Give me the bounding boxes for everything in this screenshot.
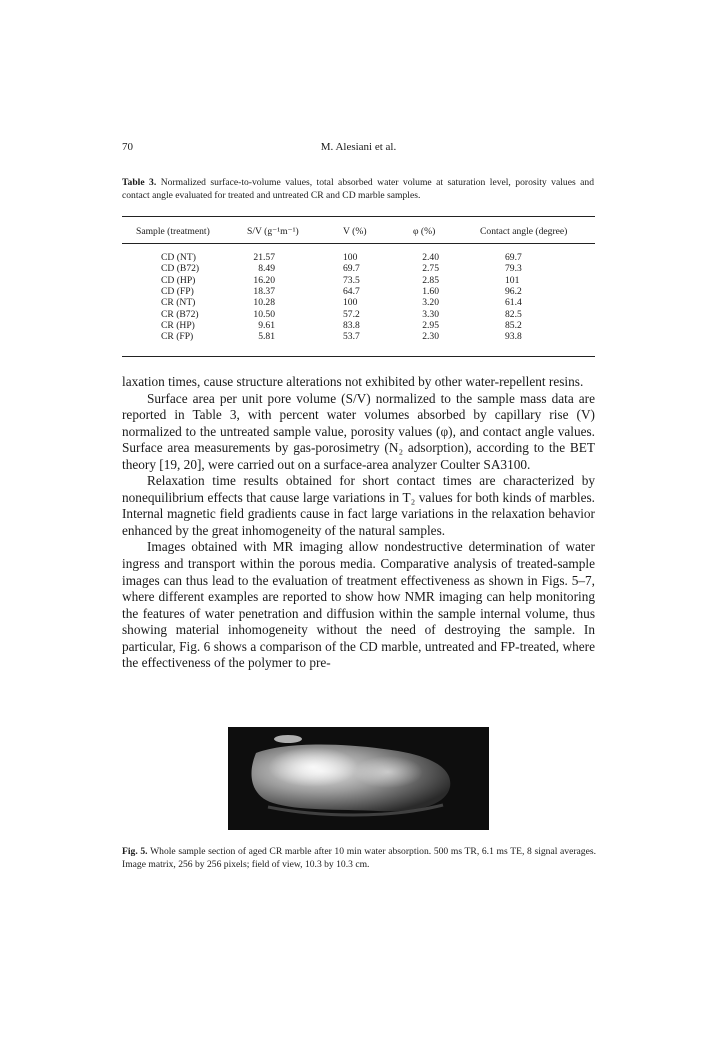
column-header-contact-angle: Contact angle (degree) [480,226,568,237]
table-cell: 83.8 [343,320,360,332]
table-caption [122,176,594,202]
table-header-rule [122,243,595,244]
table-cell: 2.85 [422,274,439,286]
paragraph: Surface area per unit pore volume (S/V) normalized to the sample mass data are reported in Table 3, with percent water volumes absorbed by capillary rise (V) normalized to the untreated sample value, porosity values (φ), and contact angle values. Surface area measurements by gas-porosimetry (N₂ adsorption), according to the BET theory [19, 20], were carried out on a surface-area analyzer Coulter SA3100. [122,390,595,472]
table-cell: CD (B72) [161,263,200,275]
table-cell: 5.81 [258,331,275,343]
table-cell: 93.8 [505,331,522,343]
table-cell: 69.7 [505,252,522,263]
table-cell: 79.3 [505,263,522,275]
figure-caption-text: Whole sample section of aged CR marble after 10 min water absorption. 500 ms TR, 6.1 ms TE, 8 signal averages. Image matrix, 256 by 256 pixels; field of view, 10.3 by 10.3 cm. [122,846,596,870]
table-cell: 96.2 [505,286,522,298]
table-row [0,309,717,320]
table-bottom-rule [122,356,595,357]
table-cell: CR (B72) [161,308,199,320]
paragraph: Relaxation time results obtained for short contact times are characterized by nonequilibrium effects that cause large variations in T₂ values for both kinds of marbles. Internal magnetic field gradients cause in fact large variations in the relaxation behavior enhanced by the great inhomogeneity of the natural samples. [122,473,595,538]
body-text [122,374,595,672]
table-cell: 57.2 [343,308,360,320]
table-row [0,252,717,263]
table-cell: 82.5 [505,308,522,320]
table-cell: CD (FP) [161,286,194,298]
table-label: Table 3. [122,177,157,188]
table-cell: 100 [343,297,358,309]
table-cell: 2.95 [422,320,439,332]
table-cell: 16.20 [253,274,275,286]
table-row [0,297,717,308]
table-cell: 69.7 [343,263,360,275]
table-cell: 101 [505,274,520,286]
table-cell: 1.60 [422,286,439,298]
table-cell: 3.20 [422,297,439,309]
table-cell: 18.37 [253,286,275,298]
page-number: 70 [122,141,133,153]
table-cell: 2.40 [422,252,439,263]
column-header-sv: S/V (g⁻¹m⁻¹) [247,226,299,237]
table-caption-text: Normalized surface-to-volume values, total absorbed water volume at saturation level, porosity values and contact angle evaluated for treated and untreated CR and CD marble samples. [122,177,594,201]
figure-label: Fig. 5. [122,846,148,857]
mri-image [228,727,489,830]
mri-image-graphic [228,727,489,830]
column-header-sample: Sample (treatment) [136,226,210,237]
table-row [0,263,717,274]
table-cell: 9.61 [258,320,275,332]
table-row [0,320,717,331]
table-cell: 85.2 [505,320,522,332]
table-cell: CR (NT) [161,297,196,309]
table-row [0,286,717,297]
table-cell: 64.7 [343,286,360,298]
table-cell: 53.7 [343,331,360,343]
table-cell: 8.49 [258,263,275,275]
table-top-rule [122,216,595,217]
table-cell: 3.30 [422,308,439,320]
table-cell: 73.5 [343,274,360,286]
table-cell: CD (HP) [161,274,196,286]
table-cell: 100 [343,252,358,263]
paragraph: Images obtained with MR imaging allow nondestructive determination of water ingress and transport within the porous media. Comparative analysis of treated-sample images can thus lead to the evaluation of treatment effectiveness as shown in Figs. 5–7, where different examples are reported to show how NMR imaging can help monitoring the features of water penetration and diffusion within the sample internal volume, thus showing material inhomogeneity without the need of destroying the sample. In particular, Fig. 6 shows a comparison of the CD marble, untreated and FP-treated, where the effectiveness of the polymer to pre- [122,539,595,671]
table-cell: 61.4 [505,297,522,309]
running-header-authors: M. Alesiani et al. [320,141,397,153]
table-cell: 2.30 [422,331,439,343]
table-cell: 10.28 [253,297,275,309]
table-cell: 2.75 [422,263,439,275]
table-cell: CD (NT) [161,252,196,263]
table-cell: CR (FP) [161,331,194,343]
table-cell: CR (HP) [161,320,195,332]
column-header-porosity: φ (%) [413,226,436,237]
table-cell: 21.57 [253,252,275,263]
column-header-volume: V (%) [343,226,367,237]
figure-caption [122,845,596,871]
table-row [0,275,717,286]
table-row [0,331,717,342]
paragraph: laxation times, cause structure alterations not exhibited by other water-repellent resins. [122,374,584,389]
table-cell: 10.50 [253,308,275,320]
